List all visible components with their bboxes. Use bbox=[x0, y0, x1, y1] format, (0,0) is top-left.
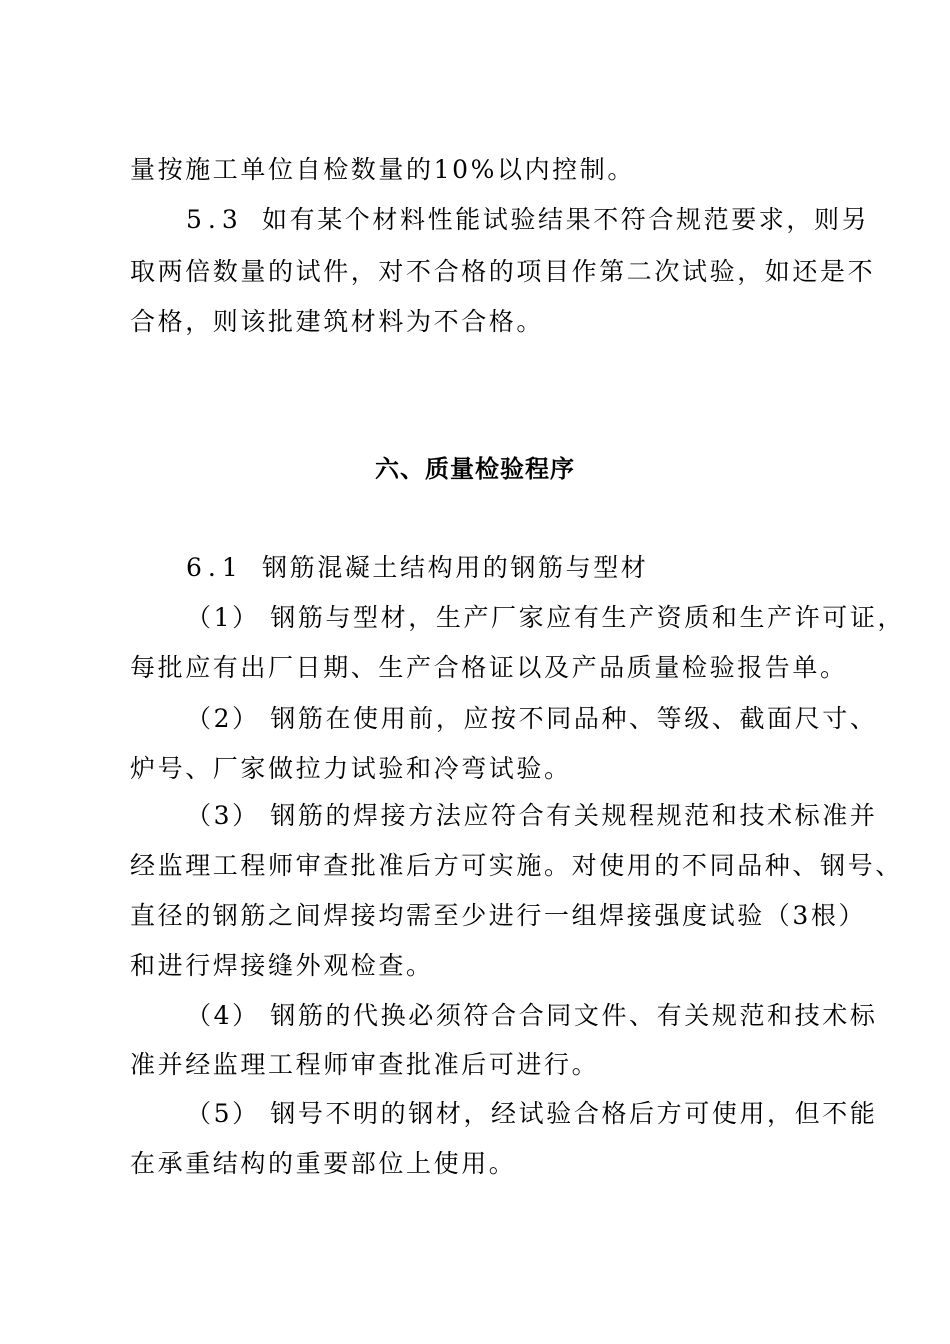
text-line: 量按施工单位自检数量的10%以内控制。 bbox=[130, 155, 635, 184]
text-line: 取两倍数量的试件，对不合格的项目作第二次试验，如还是不 bbox=[130, 257, 876, 286]
clause-5-3-line bbox=[186, 205, 869, 235]
clause-text: 钢筋混凝土结构用的钢筋与型材 bbox=[262, 553, 649, 582]
text-line: 和进行焊接缝外观检查。 bbox=[130, 951, 434, 980]
text-line: 合格，则该批建筑材料为不合格。 bbox=[130, 307, 545, 336]
clause-text: 如有某个材料性能试验结果不符合规范要求，则另 bbox=[262, 205, 870, 234]
text-line: （2） 钢筋在使用前，应按不同品种、等级、截面尺寸、 bbox=[186, 704, 878, 733]
text-line: 准并经监理工程师审查批准后可进行。 bbox=[130, 1050, 600, 1079]
clause-6-1-line bbox=[186, 553, 648, 583]
text-line: 每批应有出厂日期、生产合格证以及产品质量检验报告单。 bbox=[130, 653, 848, 682]
text-line: 经监理工程师审查批准后方可实施。对使用的不同品种、钢号、 bbox=[130, 851, 903, 880]
clause-number: 6.1 bbox=[186, 553, 244, 582]
text-line: （3） 钢筋的焊接方法应符合有关规程规范和技术标准并 bbox=[186, 801, 878, 830]
section-heading: 六、质量检验程序 bbox=[375, 455, 575, 483]
text-line: （1） 钢筋与型材，生产厂家应有生产资质和生产许可证， bbox=[186, 603, 906, 632]
text-line: （5） 钢号不明的钢材，经试验合格后方可使用，但不能 bbox=[186, 1099, 878, 1128]
text-line: 炉号、厂家做拉力试验和冷弯试验。 bbox=[130, 754, 572, 783]
text-line: 在承重结构的重要部位上使用。 bbox=[130, 1149, 517, 1178]
text-line: （4） 钢筋的代换必须符合合同文件、有关规范和技术标 bbox=[186, 1001, 878, 1030]
text-line: 直径的钢筋之间焊接均需至少进行一组焊接强度试验（3根） bbox=[130, 901, 867, 930]
clause-number: 5.3 bbox=[186, 205, 244, 234]
